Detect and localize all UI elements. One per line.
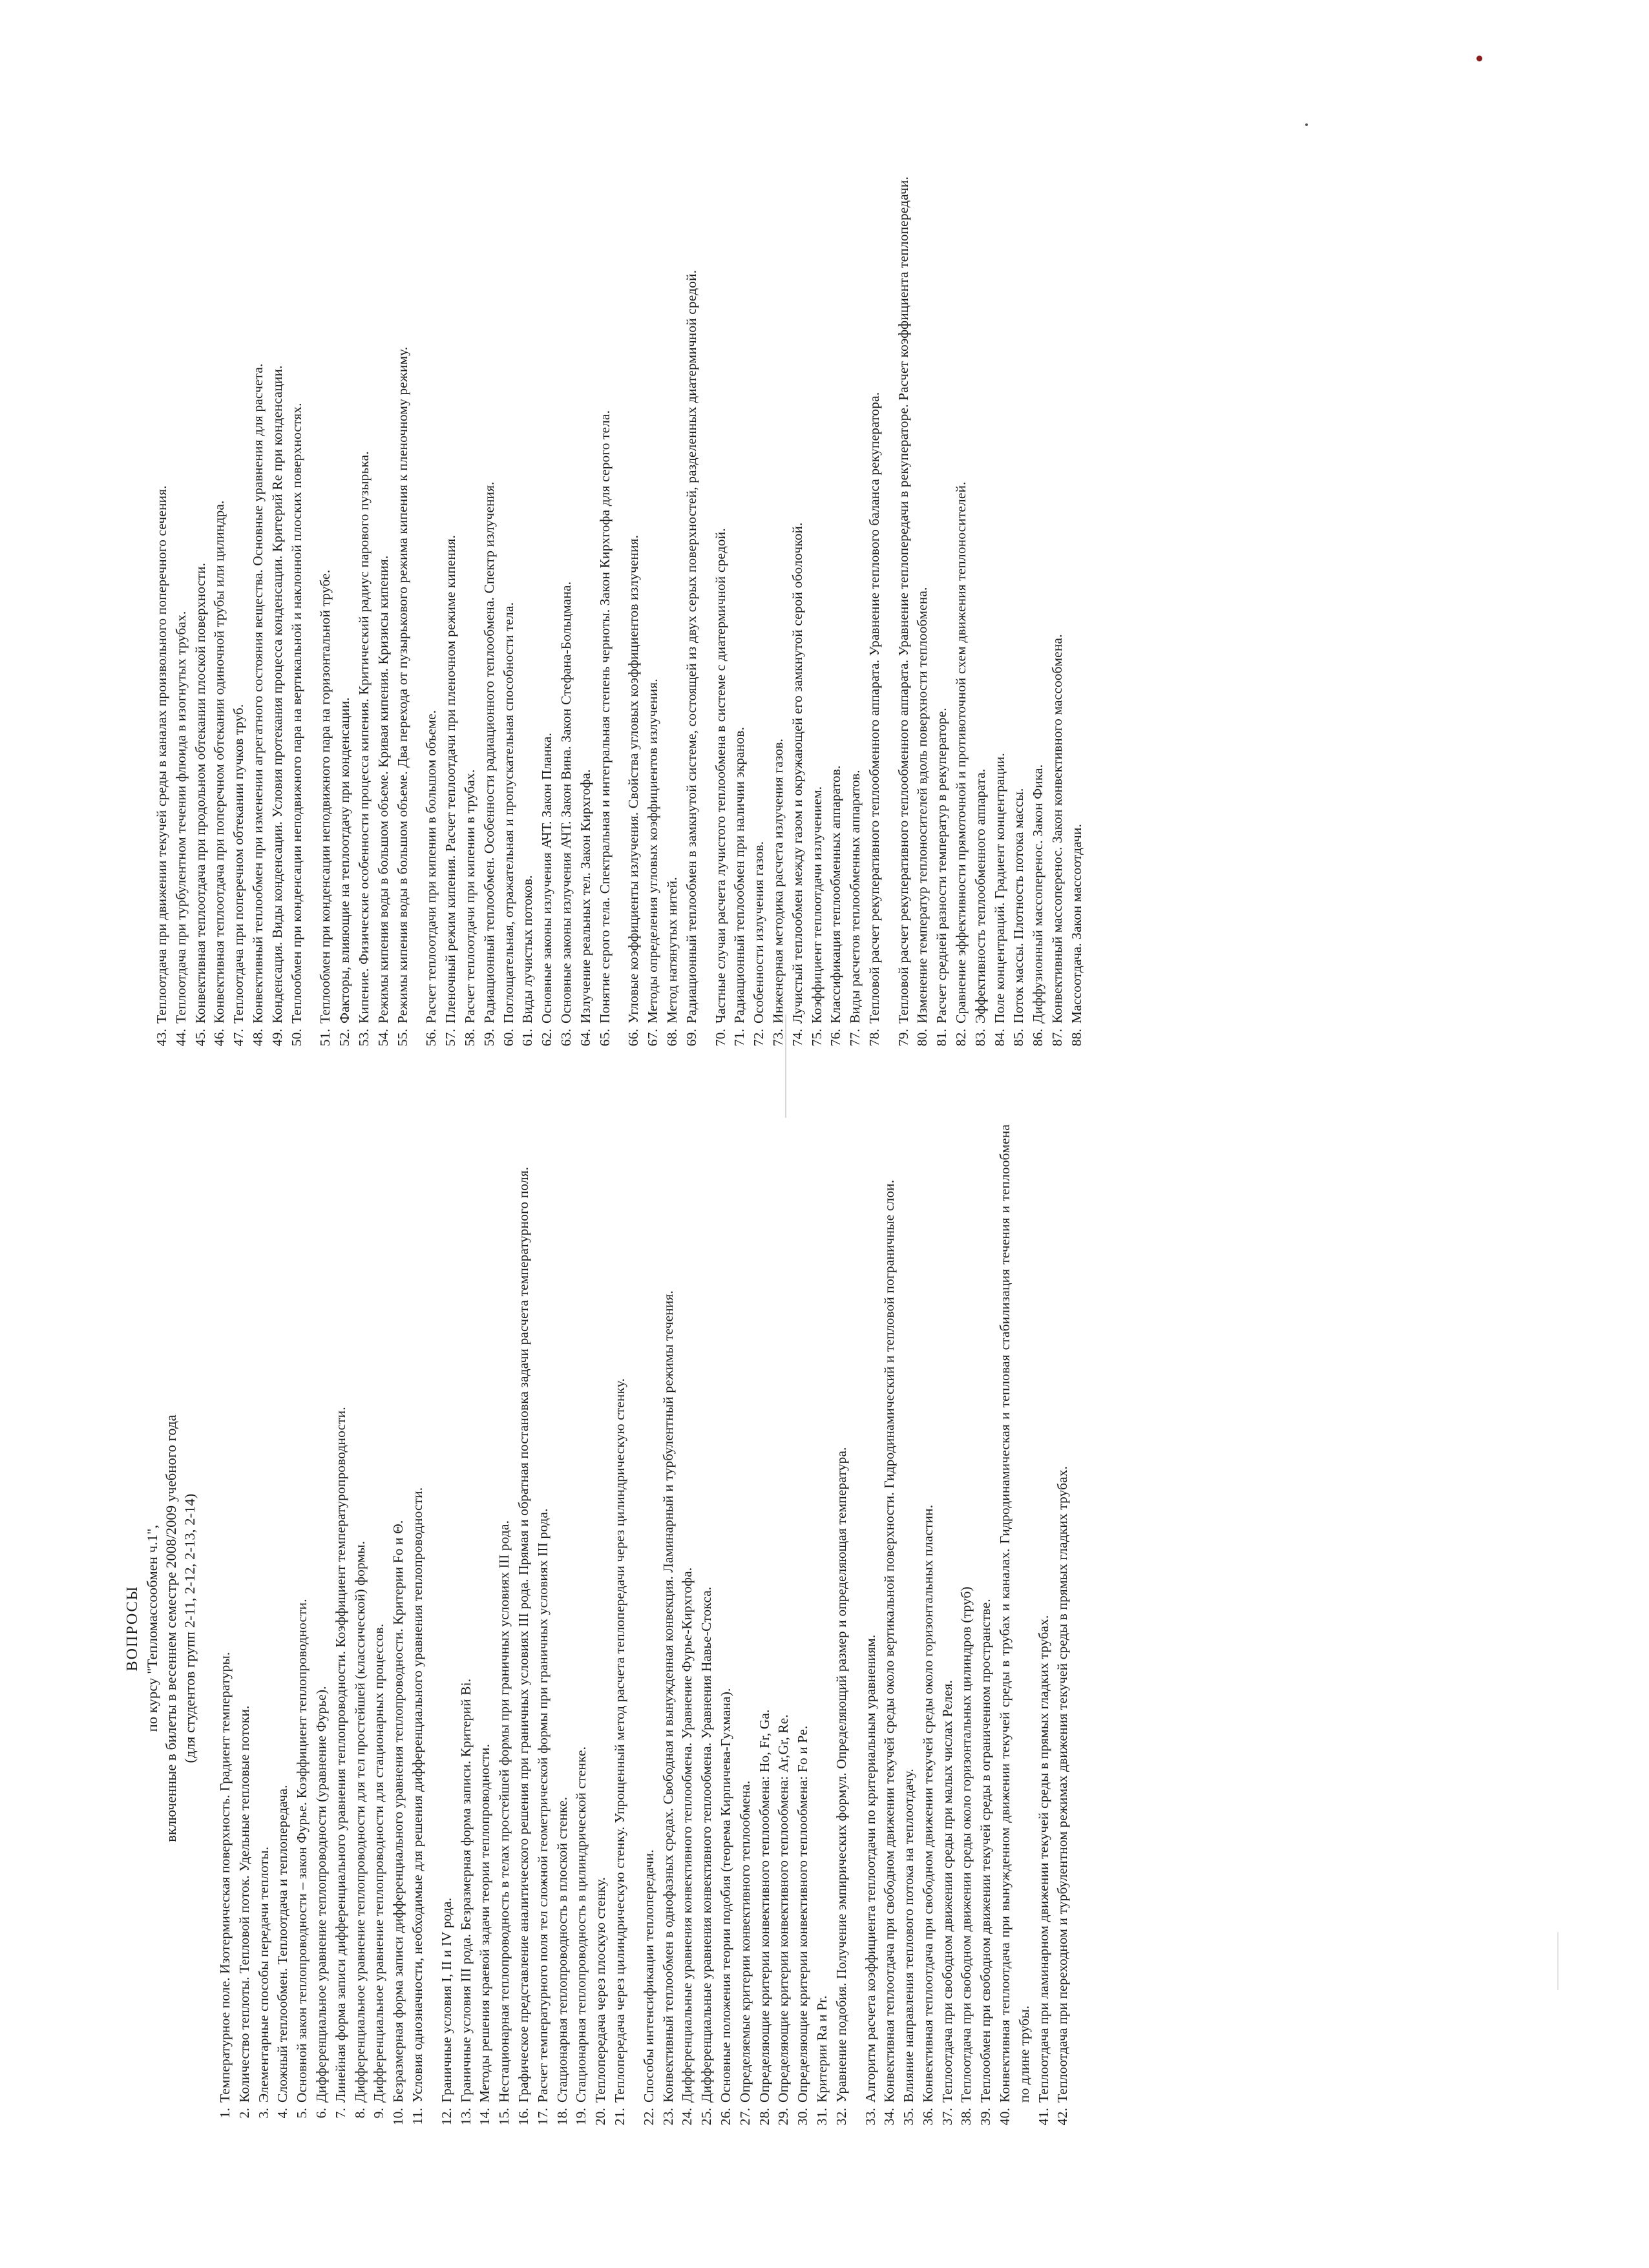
question-item xyxy=(557,26,576,1053)
question-number: 2. xyxy=(236,2108,252,2119)
question-number: 32. xyxy=(833,2108,849,2126)
question-number: 42. xyxy=(1055,2108,1071,2126)
question-text: Основной закон теплопроводности – закон Фурье. Коэффициент теплопроводности. xyxy=(294,1599,310,2103)
question-number: 78. xyxy=(866,1029,882,1047)
question-number: 53. xyxy=(355,1029,372,1047)
question-number: 65. xyxy=(596,1029,613,1047)
question-item xyxy=(774,1124,793,2132)
question-item xyxy=(1067,26,1087,1053)
question-item xyxy=(1048,26,1067,1053)
question-text: Особенности излучения газов. xyxy=(751,841,767,1024)
question-number: 83. xyxy=(972,1029,988,1047)
question-text: Массоотдача. Закон массоотдачи. xyxy=(1068,824,1084,1024)
question-number: 11. xyxy=(409,2108,425,2125)
question-number: 87. xyxy=(1049,1029,1066,1047)
question-text: Изменение температур теплоносителей вдоль поверхности теплообмена. xyxy=(914,587,930,1024)
question-item xyxy=(736,1124,755,2132)
question-number: 86. xyxy=(1030,1029,1046,1047)
question-number: 62. xyxy=(539,1029,555,1047)
session-line: включенные в билеты в весеннем семестре 2008/2009 учебного года xyxy=(163,1414,179,1842)
question-text: Радиационный теплообмен при наличии экранов. xyxy=(731,727,748,1024)
question-text: Граничные условия I, II и IV рода. xyxy=(438,1897,454,2103)
question-item xyxy=(394,26,413,1053)
question-number: 63. xyxy=(558,1029,574,1047)
question-number: 7. xyxy=(332,2108,348,2119)
question-number: 77. xyxy=(847,1029,863,1047)
question-text: Теплоотдача при переходном и турбулентном режимах движения текучей среды в прямых гладких трубах. xyxy=(1055,1465,1071,2103)
question-text: Элементарные способы передачи теплоты. xyxy=(255,1846,271,2103)
question-number: 82. xyxy=(953,1029,969,1047)
question-item xyxy=(408,1124,428,2132)
question-number: 47. xyxy=(231,1029,247,1047)
question-text: Сложный теплообмен. Теплоотдача и теплопередача. xyxy=(275,1785,291,2103)
question-item xyxy=(389,1124,408,2132)
question-text: Безразмерная форма записи дифференциального уравнения теплопроводности. Критерии Fo и Θ. xyxy=(390,1520,406,2103)
scan-artifact xyxy=(1557,1932,1559,1990)
question-item xyxy=(538,26,557,1053)
question-item xyxy=(793,1124,813,2132)
document-title: ВОПРОСЫ xyxy=(124,1585,141,1672)
question-item xyxy=(461,26,480,1053)
question-number: 18. xyxy=(554,2108,570,2126)
question-number: 5. xyxy=(294,2108,310,2119)
question-text: Дифференциальные уравнения конвективного теплообмена. Уравнения Навье-Стокса. xyxy=(698,1586,715,2103)
question-number: 26. xyxy=(717,2108,733,2126)
question-number: 54. xyxy=(375,1029,391,1047)
question-number: 70. xyxy=(712,1029,728,1047)
question-number: 61. xyxy=(520,1029,536,1047)
question-number: 4. xyxy=(275,2108,291,2119)
question-number: 34. xyxy=(881,2108,898,2126)
question-text: Конвективная теплоотдача при продольном обтекании плоской поверхности. xyxy=(192,563,208,1024)
question-item xyxy=(572,1124,591,2132)
question-text: Основные положения теории подобия (теорема Кирпичева-Гухмана). xyxy=(717,1688,733,2103)
question-text: Теплоотдача при движении текучей среды в каналах произвольного поперечного сечения. xyxy=(154,485,169,1024)
question-number: 72. xyxy=(751,1029,767,1047)
questions-column-right xyxy=(152,26,1087,1053)
question-number: 37. xyxy=(939,2108,955,2126)
question-text: Методы определения угловых коэффициентов излучения. xyxy=(645,678,661,1024)
question-text: Алгоритм расчета коэффициента теплоотдачи по критериальным уравнениям. xyxy=(862,1634,878,2103)
question-item xyxy=(480,26,499,1053)
question-item xyxy=(255,1124,274,2132)
question-item xyxy=(826,26,846,1053)
question-number: 79. xyxy=(895,1029,911,1047)
question-number: 85. xyxy=(1011,1029,1027,1047)
question-item xyxy=(832,1124,852,2132)
question-number: 75. xyxy=(808,1029,824,1047)
question-item xyxy=(576,26,596,1053)
question-text: Расчет средней разности температур в рекуператоре. xyxy=(934,708,950,1024)
question-item xyxy=(312,1124,331,2132)
course-line: по курсу "Тепломассообмен ч.1", xyxy=(144,1524,160,1732)
question-item xyxy=(899,1124,919,2132)
question-item xyxy=(932,26,952,1053)
question-number: 81. xyxy=(934,1029,950,1047)
question-text: Факторы, влияющие на теплоотдачу при конденсации. xyxy=(337,697,353,1024)
question-number: 84. xyxy=(991,1029,1007,1047)
question-number: 3. xyxy=(255,2108,271,2119)
question-text: Кипение. Физические особенности процесса кипения. Критический радиус парового пузырька. xyxy=(355,451,372,1024)
question-number: 23. xyxy=(660,2108,676,2126)
question-item xyxy=(938,1124,958,2132)
question-number: 19. xyxy=(573,2108,589,2126)
question-text: Теплообмен при свободном движении текучей среды в ограниченном пространстве. xyxy=(978,1599,994,2103)
question-text: Понятие серого тела. Спектральная и интегральная степень черноты. Закон Кирхгофа для серого тела. xyxy=(596,410,613,1024)
question-text: Методы решения краевой задачи теории теплопроводности. xyxy=(477,1743,493,2103)
question-text: Виды расчетов теплообменных аппаратов. xyxy=(847,770,863,1024)
question-number: 51. xyxy=(317,1029,333,1047)
question-item xyxy=(861,1124,881,2132)
question-item xyxy=(534,1124,553,2132)
question-number: 68. xyxy=(664,1029,680,1047)
question-text: Виды лучистых потоков. xyxy=(520,875,536,1024)
question-item xyxy=(441,26,461,1053)
question-number: 69. xyxy=(683,1029,699,1047)
question-text: Конвективный массоперенос. Закон конвективного массообмена. xyxy=(1049,634,1066,1024)
question-text: Метод натянутых нитей. xyxy=(664,877,680,1024)
question-number: 76. xyxy=(828,1029,844,1047)
question-item xyxy=(370,1124,389,2132)
question-text: Расчет теплоотдачи при кипении в большом объеме. xyxy=(423,709,439,1024)
question-item xyxy=(591,1124,611,2132)
question-text: Режимы кипения воды в большом объеме. Кривая кипения. Кризисы кипения. xyxy=(375,555,391,1024)
question-number: 13. xyxy=(457,2108,474,2126)
question-item xyxy=(880,1124,899,2132)
question-text: Определяющие критерии конвективного теплообмена: Ho, Fr, Ga. xyxy=(756,1709,772,2103)
question-item xyxy=(437,1124,457,2132)
question-number: 15. xyxy=(496,2108,512,2126)
question-number: 88. xyxy=(1068,1029,1084,1047)
question-number: 35. xyxy=(901,2108,917,2126)
question-item xyxy=(919,1124,938,2132)
question-text: Классификация теплообменных аппаратов. xyxy=(828,765,844,1024)
question-number: 71. xyxy=(731,1029,748,1047)
question-text: Режимы кипения воды в большом объеме. Два перехода от пузырькового режима кипения к пленочному режиму. xyxy=(394,346,410,1024)
question-number: 57. xyxy=(443,1029,459,1047)
question-item xyxy=(499,26,519,1053)
question-text: Условия однозначности, необходимые для решения дифференциального уравнения теплопроводности. xyxy=(409,1487,425,2103)
question-item xyxy=(644,26,663,1053)
question-item xyxy=(730,26,750,1053)
question-item xyxy=(788,26,808,1053)
question-text: Дифференциальное уравнение теплопроводности для тел простейшей (классической) формы. xyxy=(352,1540,368,2103)
question-item xyxy=(374,26,394,1053)
question-item xyxy=(331,1124,351,2132)
question-item xyxy=(750,26,769,1053)
question-text: Конденсация. Виды конденсации. Условия протекания процесса конденсации. Критерий Re при конденсации. xyxy=(269,365,285,1024)
question-text: Сравнение эффективности прямоточной и противоточной схем движения теплоносителей. xyxy=(953,481,969,1024)
question-text: Конвективная теплоотдача при свободном движении текучей среды около горизонтальных пластин. xyxy=(919,1504,936,2103)
question-item xyxy=(596,26,615,1053)
ink-dot xyxy=(1476,56,1482,61)
ink-dot xyxy=(1305,123,1308,126)
question-number: 20. xyxy=(593,2108,609,2126)
question-number: 29. xyxy=(775,2108,792,2126)
question-item xyxy=(640,1124,659,2132)
question-number: 9. xyxy=(371,2108,387,2119)
question-text: Расчет температурного поля тел сложной геометрической формы при граничных условиях III рода. xyxy=(534,1508,551,2103)
question-text: Теплоотдача при турбулентном течении флюида в изогнутых трубах. xyxy=(173,611,189,1024)
question-list-right xyxy=(152,26,1087,1053)
question-number: 64. xyxy=(577,1029,593,1047)
question-item xyxy=(1009,26,1029,1053)
question-item xyxy=(808,26,827,1053)
question-number: 56. xyxy=(423,1029,439,1047)
question-text: Конвективный теплообмен при изменении агрегатного состояния вещества. Основные уравнения для расчета. xyxy=(249,363,266,1024)
question-item xyxy=(697,1124,717,2132)
question-number: 39. xyxy=(978,2108,994,2126)
question-item xyxy=(755,1124,775,2132)
question-text: Уравнение подобия. Получение эмпирических формул. Определяющий размер и определяющая температура. xyxy=(833,1447,849,2103)
question-number: 30. xyxy=(795,2108,811,2126)
question-number: 12. xyxy=(438,2108,454,2126)
question-item xyxy=(518,26,538,1053)
question-number: 50. xyxy=(288,1029,304,1047)
question-item xyxy=(952,26,971,1053)
question-text: Теплопередача через плоскую стенку. xyxy=(593,1876,609,2103)
question-text: Угловые коэффициенты излучения. Свойства угловых коэффициентов излучения. xyxy=(625,534,642,1024)
question-text: Коэффициент теплоотдачи излучением. xyxy=(808,786,824,1024)
question-text: Конвективная теплоотдача при свободном движении текучей среды около вертикальной поверхности. Гидродинамический и тепловой пограничные слои. xyxy=(881,1179,898,2103)
question-item xyxy=(351,1124,370,2132)
question-number: 48. xyxy=(249,1029,266,1047)
question-text: Радиационный теплообмен. Особенности радиационного теплообмена. Спектр излучения. xyxy=(481,481,497,1024)
question-text: Нестационарная теплопроводность в телах простейшей формы при граничных условиях III рода. xyxy=(496,1520,512,2103)
question-item xyxy=(1053,1124,1073,2132)
question-text: Температурное поле. Изотермическая поверхность. Градиент температуры. xyxy=(217,1652,233,2103)
question-text: Эффективность теплообменного аппарата. xyxy=(972,768,988,1024)
question-number: 6. xyxy=(313,2108,329,2119)
question-number: 21. xyxy=(611,2108,627,2126)
question-text: Конвективная теплоотдача при поперечном обтекании одиночной трубы или цилиндра. xyxy=(211,500,227,1024)
question-number: 59. xyxy=(481,1029,497,1047)
question-item xyxy=(288,26,307,1053)
question-item xyxy=(293,1124,312,2132)
question-text: Основные законы излучения АЧТ. Закон Планка. xyxy=(539,733,555,1024)
question-number: 16. xyxy=(515,2108,531,2126)
question-item xyxy=(769,26,788,1053)
questions-column-left xyxy=(123,1124,1073,2132)
question-item xyxy=(813,1124,832,2132)
question-text: Количество теплоты. Тепловой поток. Удельные тепловые потоки. xyxy=(236,1705,252,2103)
question-number: 36. xyxy=(919,2108,936,2126)
question-number: 27. xyxy=(737,2108,753,2126)
question-number: 67. xyxy=(645,1029,661,1047)
question-item xyxy=(335,26,355,1053)
question-item xyxy=(191,26,211,1053)
question-item xyxy=(172,26,191,1053)
question-text: Поглощательная, отражательная и пропускательная способности тела. xyxy=(500,602,516,1024)
question-number: 17. xyxy=(534,2108,551,2126)
question-text: Критерии Ra и Pr. xyxy=(814,1995,830,2103)
question-text: Радиационный теплообмен в замкнутой системе, состоящей из двух серых поверхностей, разделенных диатермичной средой. xyxy=(683,269,699,1024)
question-text: Влияние направления теплового потока на теплоотдачу. xyxy=(901,1769,917,2103)
question-item xyxy=(1029,26,1048,1053)
question-text: Теплоотдача при свободном движении среды при малых числах Релея. xyxy=(939,1680,955,2103)
question-text: Теплообмен при конденсации неподвижного пара на горизонтальной трубе. xyxy=(317,569,333,1024)
question-number: 44. xyxy=(173,1029,189,1047)
question-text: Линейная форма записи дифференциального уравнения теплопроводности. Коэффициент температуропроводности. xyxy=(332,1407,348,2103)
question-text: Графическое представление аналитического решения при граничных условиях III рода. Прямая и обратная постановка задачи расчета температурного поля. xyxy=(515,1166,531,2103)
question-item xyxy=(611,1124,630,2132)
question-item xyxy=(210,26,229,1053)
question-text: Теплопередача через цилиндрическую стенку. Упрощенный метод расчета теплопередачи через цилиндрическую стенку. xyxy=(611,1378,627,2103)
question-item xyxy=(273,1124,293,2132)
question-number: 43. xyxy=(154,1029,169,1047)
question-text: Теплообмен при конденсации неподвижного пара на вертикальной и наклонной плоских поверхностях. xyxy=(288,403,304,1024)
question-text: Инженерная методика расчета излучения газов. xyxy=(770,739,786,1024)
question-text: Теплоотдача при свободном движении среды около горизонтальных цилиндров (труб) xyxy=(958,1586,974,2103)
question-number: 58. xyxy=(461,1029,478,1047)
question-item xyxy=(216,1124,235,2132)
question-text: Конвективная теплоотдача при вынужденном движении текучей среды в трубах и каналах. Гидродинамическая и тепловая стабилизация течения и теплообмена по длине трубы. xyxy=(997,1124,1032,2103)
groups-line: (для студентов групп 2-11, 2-12, 2-13, 2-14) xyxy=(182,1493,198,1763)
question-item xyxy=(152,26,172,1053)
question-item xyxy=(976,1124,996,2132)
question-number: 60. xyxy=(500,1029,516,1047)
question-item xyxy=(514,1124,534,2132)
question-text: Лучистый теплообмен между газом и окружающей его замкнутой серой оболочкой. xyxy=(789,522,805,1024)
question-text: Стационарная теплопроводность в цилиндрической стенке. xyxy=(573,1746,589,2103)
question-item xyxy=(678,1124,697,2132)
question-item xyxy=(682,26,702,1053)
question-number: 55. xyxy=(394,1029,410,1047)
question-text: Поле концентраций. Градиент концентрации. xyxy=(991,753,1007,1024)
question-text: Теплоотдача при ламинарном движении текучей среды в прямых гладких трубах. xyxy=(1035,1615,1051,2103)
question-number: 73. xyxy=(770,1029,786,1047)
question-text: Стационарная теплопроводность в плоской стенке. xyxy=(554,1796,570,2103)
question-item xyxy=(457,1124,476,2132)
question-number: 31. xyxy=(814,2108,830,2126)
question-number: 52. xyxy=(337,1029,353,1047)
question-number: 49. xyxy=(269,1029,285,1047)
question-item xyxy=(624,26,644,1053)
question-number: 1. xyxy=(217,2108,233,2119)
question-item xyxy=(717,1124,736,2132)
question-number: 10. xyxy=(390,2108,406,2126)
question-number: 45. xyxy=(192,1029,208,1047)
question-text: Дифференциальные уравнения конвективного теплообмена. Уравнение Фурье-Кирхгофа. xyxy=(679,1567,695,2103)
question-text: Расчет теплоотдачи при кипении в трубах. xyxy=(461,769,478,1024)
question-text: Определяющие критерии конвективного теплообмена: Fo и Pe. xyxy=(795,1725,811,2103)
question-text: Дифференциальное уравнение теплопроводности (уравнение Фурье). xyxy=(313,1686,329,2103)
question-number: 38. xyxy=(958,2108,974,2126)
question-number: 46. xyxy=(211,1029,227,1047)
question-number: 22. xyxy=(640,2108,656,2126)
question-text: Диффузионный массоперенос. Закон Фика. xyxy=(1030,764,1046,1024)
question-item xyxy=(991,26,1010,1053)
question-text: Тепловой расчет рекуперативного теплообменного аппарата. Уравнение теплового баланса рекуператора. xyxy=(866,392,882,1024)
question-item xyxy=(316,26,335,1053)
question-item xyxy=(476,1124,495,2132)
question-item xyxy=(663,26,682,1053)
question-number: 33. xyxy=(862,2108,878,2126)
question-item xyxy=(235,1124,255,2132)
question-item xyxy=(711,26,731,1053)
question-item xyxy=(355,26,374,1053)
question-number: 74. xyxy=(789,1029,805,1047)
question-text: Определяемые критерии конвективного теплообмена. xyxy=(737,1780,753,2103)
question-text: Излучение реальных тел. Закон Кирхгофа. xyxy=(577,769,593,1024)
question-item xyxy=(229,26,249,1053)
question-number: 14. xyxy=(477,2108,493,2126)
question-number: 66. xyxy=(625,1029,642,1047)
question-text: Тепловой расчет рекуперативного теплообменного аппарата. Уравнение теплопередачи в рекуператоре. Расчет коэффициента теплопередачи. xyxy=(895,176,911,1024)
question-text: Поток массы. Плотность потока массы. xyxy=(1011,788,1027,1024)
question-number: 40. xyxy=(997,2108,1013,2126)
question-list-left xyxy=(216,1124,1073,2132)
question-number: 28. xyxy=(756,2108,772,2126)
question-number: 24. xyxy=(679,2108,695,2126)
question-text: Дифференциальное уравнение теплопроводности для стационарных процессов. xyxy=(371,1623,387,2103)
question-item xyxy=(865,26,885,1053)
question-item xyxy=(996,1124,1035,2132)
question-text: Конвективный теплообмен в однофазных средах. Свободная и вынужденная конвекция. Ламинарный и турбулентный режимы течения. xyxy=(660,1290,676,2103)
question-number: 80. xyxy=(914,1029,930,1047)
question-item xyxy=(971,26,991,1053)
question-text: Определяющие критерии конвективного теплообмена: Ar,Gr, Re. xyxy=(775,1714,792,2103)
question-item xyxy=(249,26,268,1053)
question-text: Пленочный режим кипения. Расчет теплоотдачи при пленочном режиме кипения. xyxy=(443,535,459,1024)
question-item xyxy=(846,26,865,1053)
question-item xyxy=(495,1124,514,2132)
question-text: Частные случаи расчета лучистого теплообмена в системе с диатермичной средой. xyxy=(712,528,728,1024)
question-text: Способы интенсификации теплопередачи. xyxy=(640,1849,656,2103)
question-number: 25. xyxy=(698,2108,715,2126)
question-item xyxy=(1035,1124,1054,2132)
question-item xyxy=(553,1124,572,2132)
question-text: Теплоотдача при поперечном обтекании пучков труб. xyxy=(231,704,247,1024)
question-item xyxy=(957,1124,976,2132)
question-text: Граничные условия III рода. Безразмерная форма записи. Критерий Bi. xyxy=(457,1678,474,2103)
question-text: Основные законы излучения АЧТ. Закон Вина. Закон Стефана-Больцмана. xyxy=(558,581,574,1024)
question-item xyxy=(422,26,441,1053)
question-item xyxy=(268,26,288,1053)
question-item xyxy=(894,26,914,1053)
question-number: 41. xyxy=(1035,2108,1051,2126)
question-number: 8. xyxy=(352,2108,368,2119)
question-item xyxy=(913,26,932,1053)
question-item xyxy=(659,1124,678,2132)
document-header xyxy=(123,1124,199,2132)
